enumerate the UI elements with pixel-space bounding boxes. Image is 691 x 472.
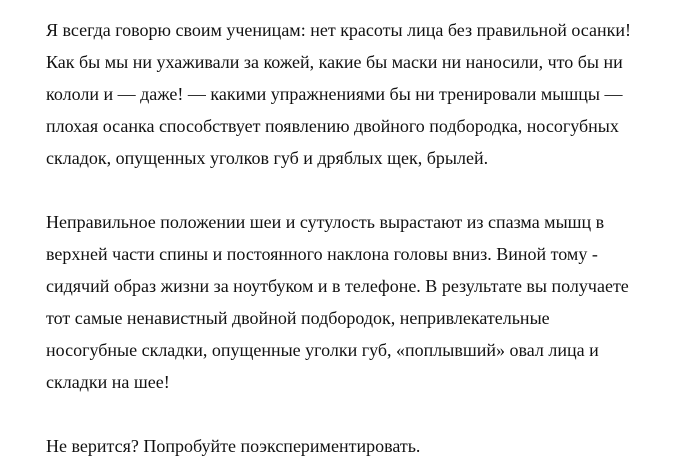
- text-line: Не верится? Попробуйте поэкспериментировать.: [46, 436, 421, 456]
- paragraph-2: [46, 206, 686, 398]
- text-line: носогубные складки, опущенные уголки губ, «поплывший» овал лица и: [46, 340, 599, 360]
- text-line: Неправильное положении шеи и сутулость вырастают из спазма мышц в: [46, 212, 605, 232]
- paragraph-3: [46, 430, 686, 462]
- text-line: плохая осанка способствует появлению двойного подбородка, носогубных: [46, 116, 619, 136]
- text-line: Как бы мы ни ухаживали за кожей, какие бы маски ни наносили, что бы ни: [46, 52, 623, 72]
- text-line: складки на шее!: [46, 372, 170, 392]
- text-line: сидячий образ жизни за ноутбуком и в телефоне. В результате вы получаете: [46, 276, 629, 296]
- paragraph-1: [46, 14, 686, 174]
- text-line: верхней части спины и постоянного наклона головы вниз. Виной тому -: [46, 244, 598, 264]
- paragraph-spacer: [46, 174, 686, 206]
- paragraph-spacer: [46, 398, 686, 430]
- text-line: тот самые ненавистный двойной подбородок, непривлекательные: [46, 308, 550, 328]
- document-body: [46, 14, 686, 462]
- text-line: Я всегда говорю своим ученицам: нет красоты лица без правильной осанки!: [46, 20, 631, 40]
- text-line: складок, опущенных уголков губ и дряблых щек, брылей.: [46, 148, 489, 168]
- text-line: кололи и — даже! — какими упражнениями бы ни тренировали мышцы —: [46, 84, 623, 104]
